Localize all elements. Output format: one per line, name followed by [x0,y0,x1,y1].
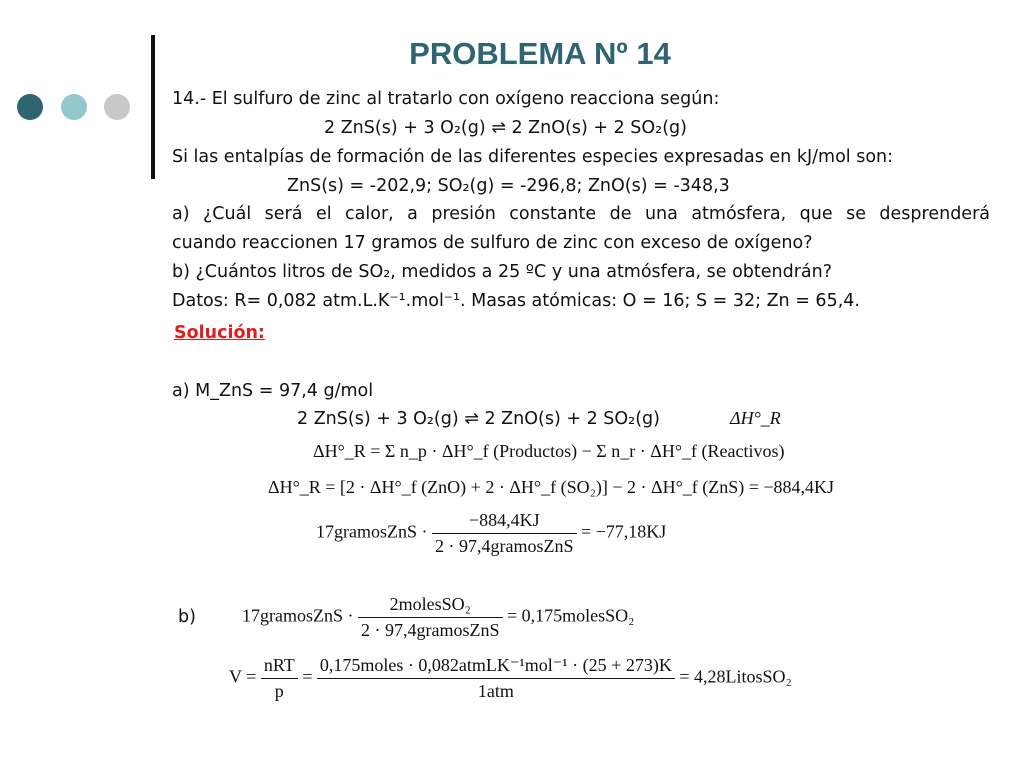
part-a-equation-2: ΔH°_R = [2 · ΔH°_f (ZnO) + 2 · ΔH°_f (SO₂)] − 2 · ΔH°_f (ZnS) = −884,4KJ [268,477,835,497]
b-eq2-fraction-2 [317,655,675,702]
part-a-delta-h-symbol: ΔH°_R [730,408,781,428]
part-a-equation-1: ΔH°_R = Σ n_p · ΔH°_f (Productos) − Σ n_r · ΔH°_f (Reactivos) [313,441,785,461]
b-eq2-result: = 4,28LitosSO₂ [679,666,792,687]
bullet-dot-dark [17,94,43,120]
question-a-line-2: cuando reaccionen 17 gramos de sulfuro de zinc con exceso de oxígeno? [172,233,813,253]
part-b-equation-1 [242,594,634,641]
question-a-line-1: a) ¿Cuál será el calor, a presión constante de una atmósfera, que se desprenderá [172,204,990,224]
b-eq2-f2-numerator: 0,175moles · 0,082atmLK⁻¹mol⁻¹ · (25 + 273)K [317,655,675,679]
b-eq1-lead: 17gramosZnS · [242,605,354,626]
eq3-numerator: −884,4KJ [432,510,577,534]
eq3-result: = −77,18KJ [581,521,667,542]
statement-line-1: 14.- El sulfuro de zinc al tratarlo con oxígeno reacciona según: [172,89,720,109]
bullet-dot-light [61,94,87,120]
eq3-fraction [432,510,577,557]
part-a-equation-3 [316,510,666,557]
b-eq2-equals: = [302,666,313,687]
title-divider [151,35,155,179]
b-eq1-result: = 0,175molesSO₂ [507,605,635,626]
part-a-molar-mass: a) M_ZnS = 97,4 g/mol [172,381,374,401]
b-eq2-lead: V = [229,666,257,687]
b-eq1-numerator: 2molesSO₂ [358,594,503,618]
part-b-label: b) [178,607,196,627]
b-eq1-denominator: 2 · 97,4gramosZnS [361,620,500,640]
b-eq2-fraction-1 [261,655,298,702]
page-title: PROBLEMA Nº 14 [409,36,671,71]
eq3-denominator: 2 · 97,4gramosZnS [435,536,574,556]
b-eq1-fraction [358,594,503,641]
b-eq2-f1-denominator: p [274,681,284,701]
statement-line-3: Si las entalpías de formación de las diferentes especies expresadas en kJ/mol son: [172,147,894,167]
question-b: b) ¿Cuántos litros de SO₂, medidos a 25 ºC y una atmósfera, se obtendrán? [172,262,833,282]
part-a-reaction: 2 ZnS(s) + 3 O₂(g) ⇌ 2 ZnO(s) + 2 SO₂(g) [297,409,660,429]
part-b-equation-2 [229,655,792,702]
b-eq2-f2-denominator: 1atm [477,681,514,701]
data-line: Datos: R= 0,082 atm.L.K⁻¹.mol⁻¹. Masas atómicas: O = 16; S = 32; Zn = 65,4. [172,291,860,311]
bullet-dot-gray [104,94,130,120]
b-eq2-f1-numerator: nRT [261,655,298,679]
statement-enthalpies: ZnS(s) = -202,9; SO₂(g) = -296,8; ZnO(s) = -348,3 [287,176,730,196]
solution-label: Solución: [174,323,265,343]
eq3-lead: 17gramosZnS · [316,521,428,542]
statement-reaction: 2 ZnS(s) + 3 O₂(g) ⇌ 2 ZnO(s) + 2 SO₂(g) [324,118,687,138]
